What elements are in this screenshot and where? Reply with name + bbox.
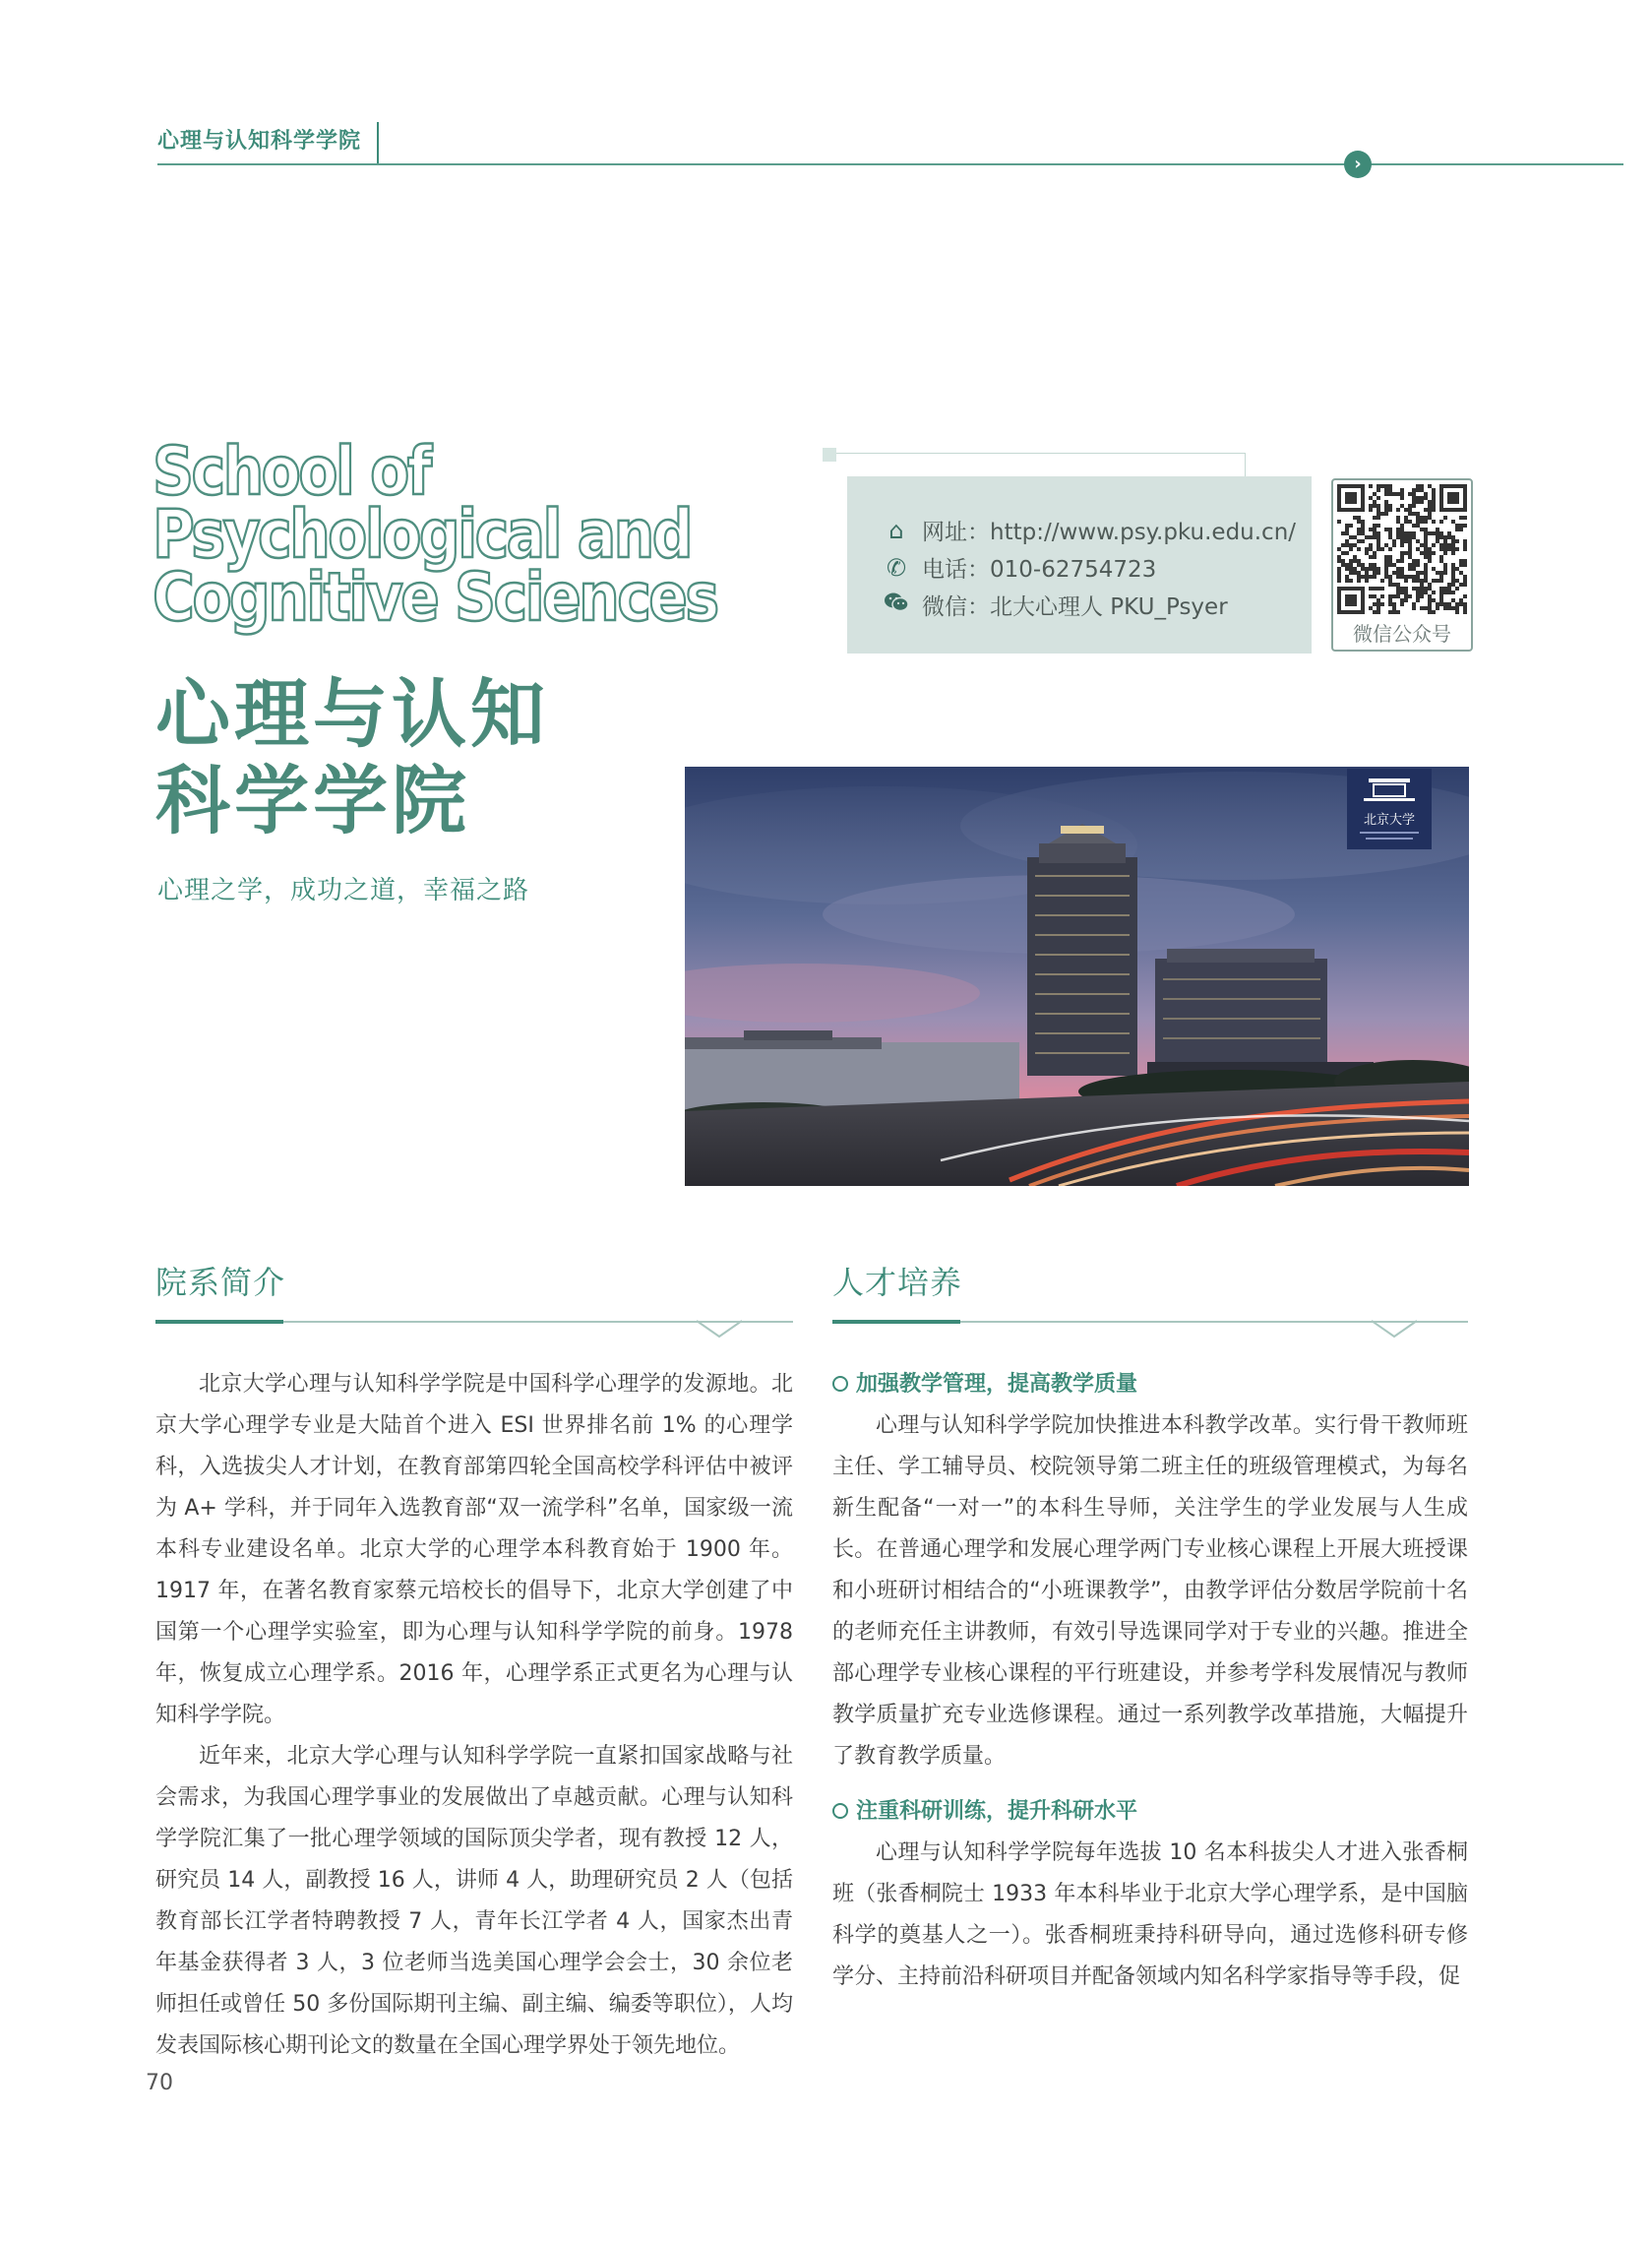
wechat-icon — [883, 592, 910, 619]
chinese-title — [155, 671, 549, 844]
section-heading-intro: 院系简介 — [155, 1264, 286, 1301]
contact-wechat: 微信：北大心理人 PKU_Psyer — [922, 594, 1228, 620]
section-heading-talent: 人才培养 — [832, 1264, 963, 1301]
section-rule-notch — [1372, 1319, 1417, 1339]
subheading-research — [832, 1791, 1468, 1833]
contact-box — [847, 476, 1312, 654]
contact-decoration-square — [823, 448, 836, 462]
subheading-text: 加强教学管理，提高教学质量 — [856, 1372, 1138, 1397]
section-rule-accent — [832, 1320, 960, 1324]
running-header: 心理与认知科学学院 — [157, 129, 362, 154]
contact-phone-row — [883, 551, 1156, 584]
subheading-teaching — [832, 1364, 1468, 1405]
circle-bullet-icon — [832, 1376, 848, 1392]
talent-body — [832, 1364, 1468, 1998]
contact-website-row — [883, 514, 1296, 546]
phone-icon: ✆ — [886, 553, 907, 582]
section-rule-accent — [155, 1320, 283, 1324]
english-title — [153, 433, 717, 637]
english-title-line: Cognitive Sciences — [153, 559, 717, 637]
page-number: 70 — [146, 2071, 173, 2095]
english-title-line: Psychological and — [153, 496, 692, 574]
chinese-title-line: 心理与认知 — [155, 670, 549, 758]
contact-wechat-row — [883, 589, 1228, 621]
header-divider — [377, 122, 379, 163]
chevron-right-icon: › — [1344, 151, 1372, 178]
intro-body — [155, 1364, 793, 2067]
qr-code-pattern — [1337, 484, 1467, 614]
talent-paragraph: 心理与认知科学学院每年选拔 10 名本科拔尖人才进入张香桐班（张香桐院士 1933 年本科毕业于北京大学心理学系，是中国脑科学的奠基人之一）。张香桐班秉持科研导向，通过选修科研专修学分、主持前沿科研项目并配备领域内知名科学家指导等手段，促 — [832, 1840, 1468, 1989]
english-title-line: School of — [153, 433, 430, 511]
contact-website: 网址：http://www.psy.pku.edu.cn/ — [922, 520, 1297, 545]
photo-logo-text: 北京大学 — [1363, 813, 1416, 828]
qr-code — [1331, 478, 1473, 652]
header-rule — [157, 163, 1623, 165]
home-icon: ⌂ — [888, 516, 904, 544]
intro-paragraph: 近年来，北京大学心理与认知科学学院一直紧扣国家战略与社会需求，为我国心理学事业的发展做出了卓越贡献。心理与认知科学学院汇集了一批心理学领域的国际顶尖学者，现有教授 12 人，研究员 14 人，副教授 16 人，讲师 4 人，助理研究员 2 人（包括教育部长江学者特聘教授 7 人，青年长江学者 4 人，国家杰出青年基金获得者 3 人，3 位老师当选美国心理学会会士，30 余位老师担任或曾任 50 多份国际期刊主编、副主编、编委等职位），人均发表国际核心期刊论文的数量在全国心理学界处于领先地位。 — [155, 1744, 793, 2058]
circle-bullet-icon — [832, 1803, 848, 1819]
chinese-title-line: 科学学院 — [155, 757, 470, 844]
slogan: 心理之学，成功之道，幸福之路 — [157, 876, 530, 905]
contact-phone: 电话：010-62754723 — [922, 557, 1157, 583]
intro-paragraph: 北京大学心理与认知科学学院是中国科学心理学的发源地。北京大学心理学专业是大陆首个进入 ESI 世界排名前 1% 的心理学科，入选拔尖人才计划，在教育部第四轮全国高校学科评估中被评为 A+ 学科，并于同年入选教育部“双一流学科”名单，国家级一流本科专业建设名单。北京大学的心理学本科教育始于 1900 年。1917 年，在著名教育家蔡元培校长的倡导下，北京大学创建了中国第一个心理学实验室，即为心理与认知科学学院的前身。1978 年，恢复成立心理学系。2016 年，心理学系正式更名为心理与认知科学学院。 — [155, 1372, 793, 1727]
talent-paragraph: 心理与认知科学学院加快推进本科教学改革。实行骨干教师班主任、学工辅导员、校院领导第二班主任的班级管理模式，为每名新生配备“一对一”的本科生导师，关注学生的学业发展与人生成长。在普通心理学和发展心理学两门专业核心课程上开展大班授课和小班研讨相结合的“小班课教学”，由教学评估分数居学院前十名的老师充任主讲教师，有效引导选课同学对于专业的兴趣。推进全部心理学专业核心课程的平行班建设，并参考学科发展情况与教师教学质量扩充专业选修课程。通过一系列教学改革措施，大幅提升了教育教学质量。 — [832, 1413, 1468, 1769]
subheading-text: 注重科研训练，提升科研水平 — [856, 1799, 1138, 1824]
campus-photo — [685, 767, 1469, 1186]
qr-caption: 微信公众号 — [1353, 622, 1451, 646]
section-rule-notch — [697, 1319, 742, 1339]
